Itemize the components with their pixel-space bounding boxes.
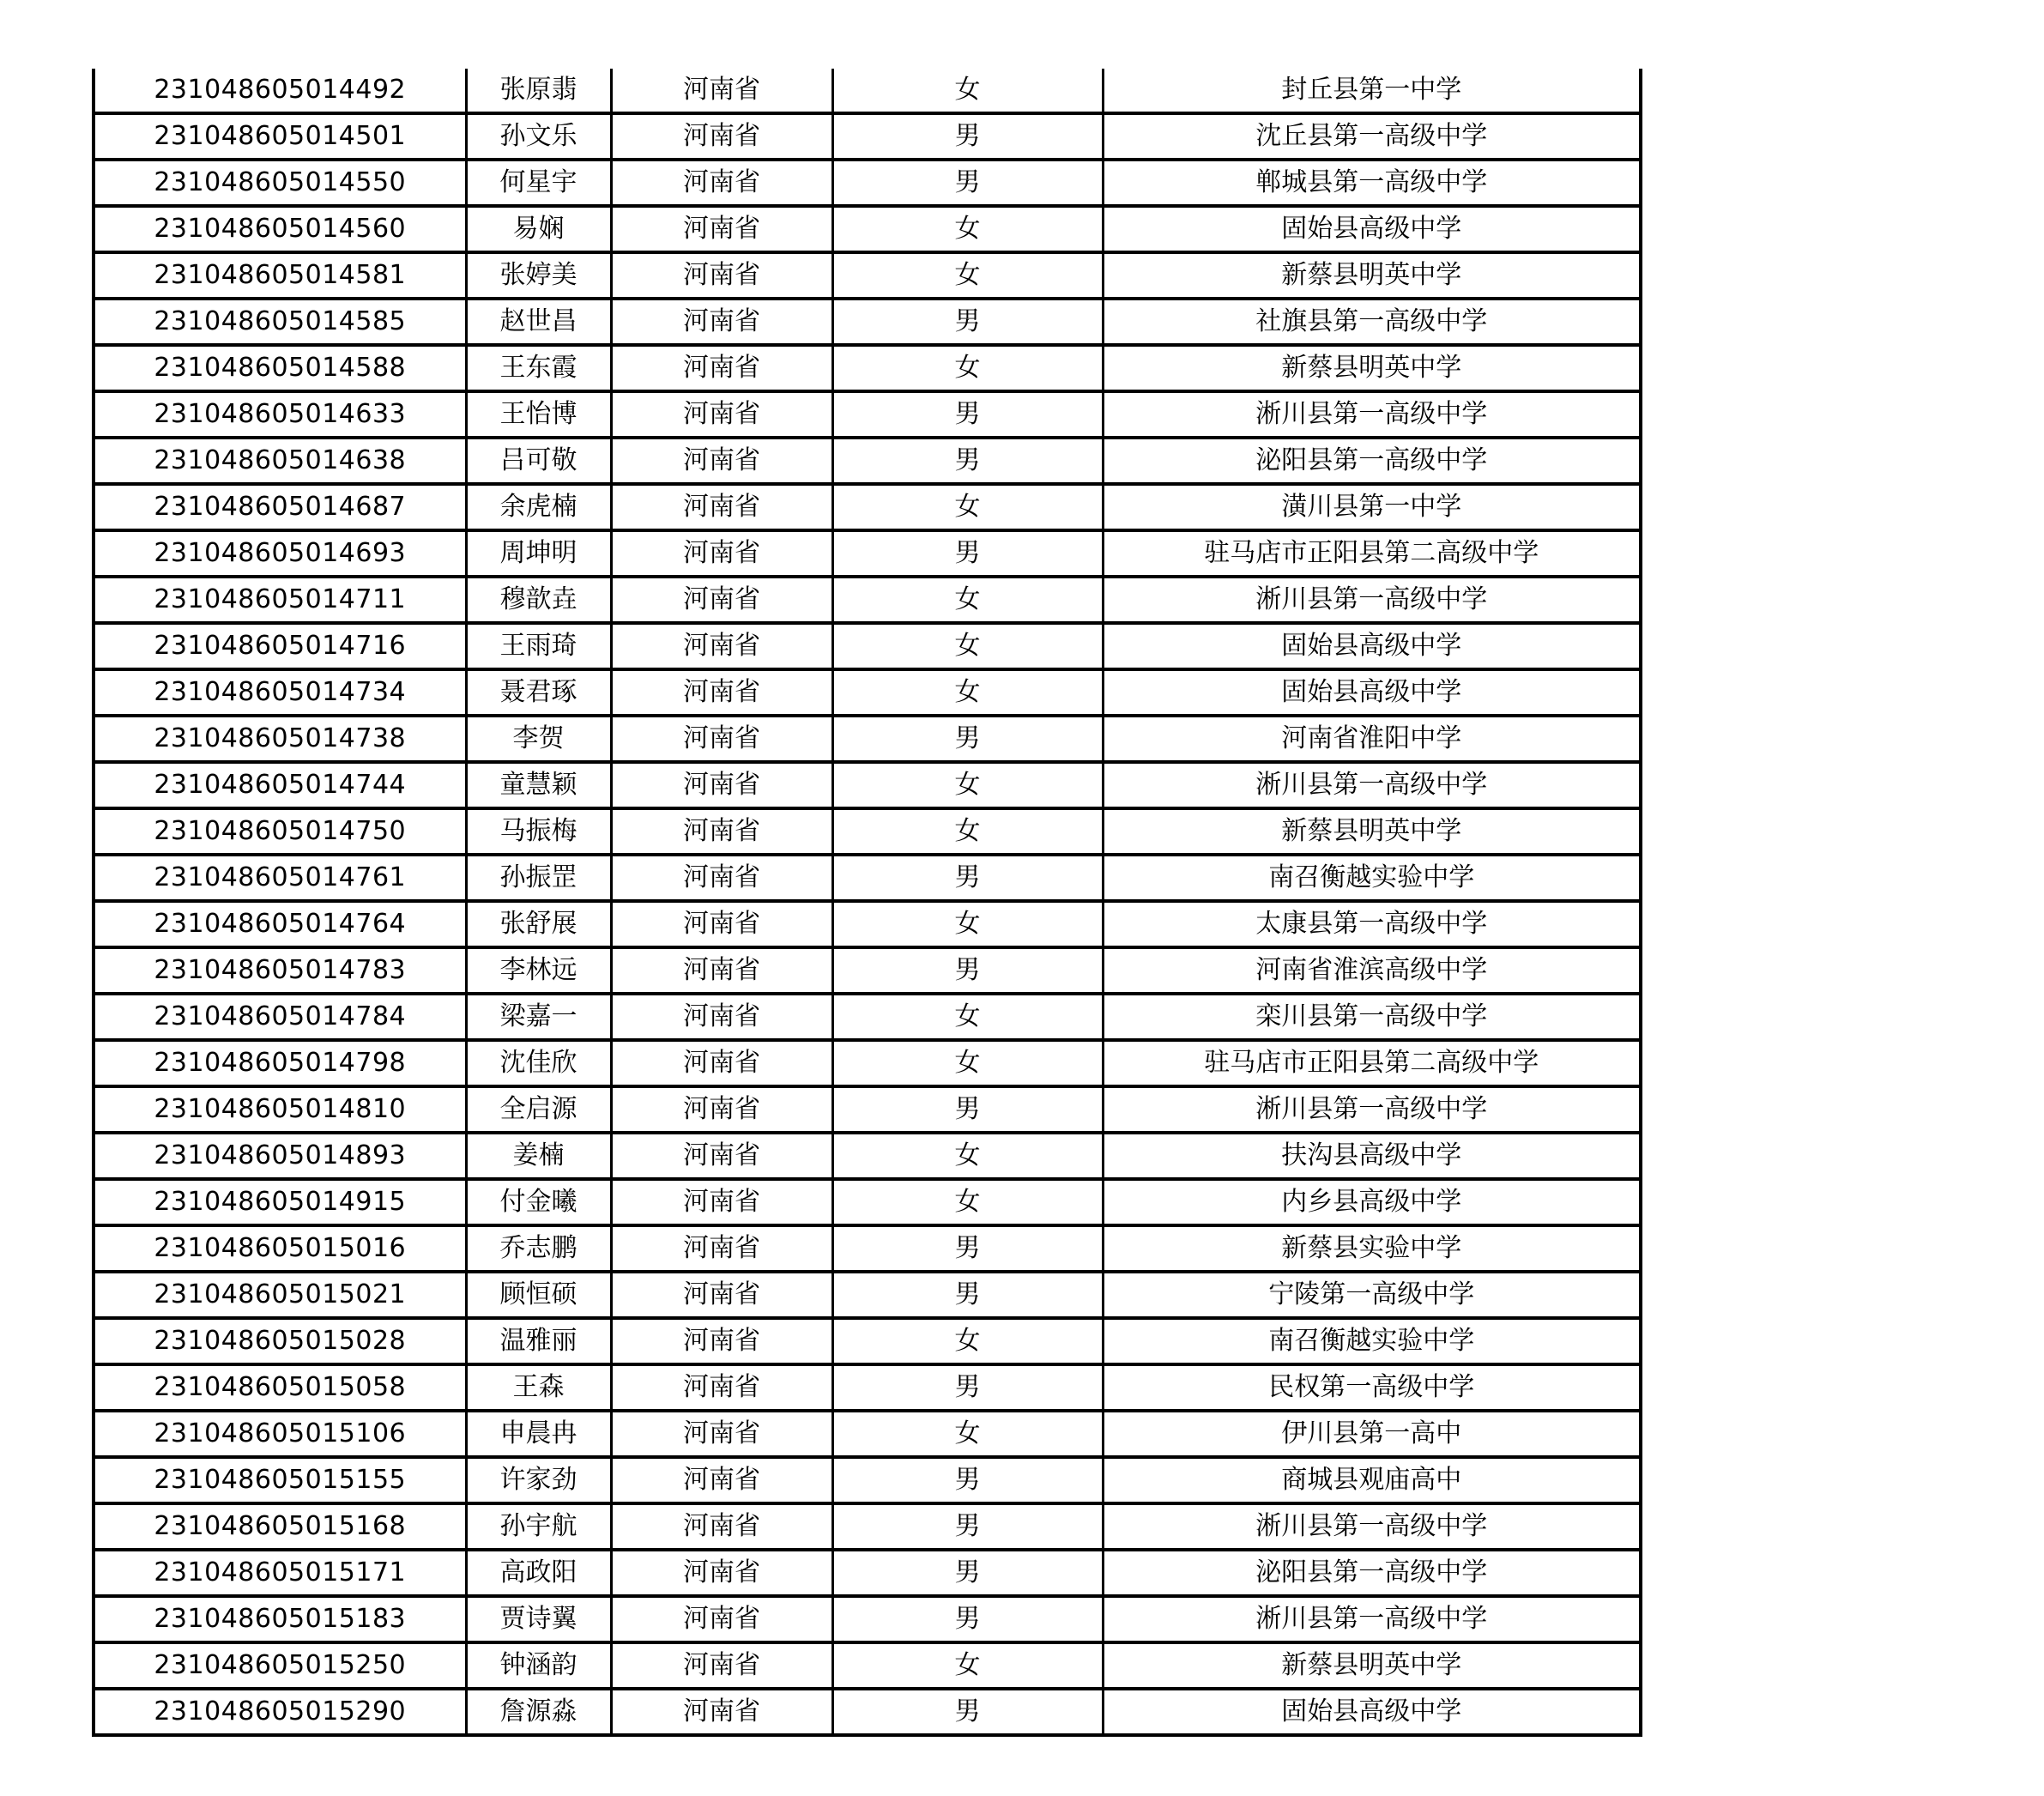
province-cell: 河南省 [611,69,832,113]
candidate-id-cell: 231048605014550 [94,160,466,206]
province-cell: 河南省 [611,1225,832,1272]
candidate-id-cell: 231048605014750 [94,808,466,855]
candidate-id-cell: 231048605014734 [94,669,466,716]
student-name-cell: 张舒展 [466,901,611,947]
candidate-id-cell: 231048605014693 [94,530,466,577]
province-cell: 河南省 [611,113,832,160]
student-name-cell: 王雨琦 [466,623,611,669]
province-cell: 河南省 [611,577,832,623]
gender-cell: 女 [832,577,1103,623]
table-row [94,1272,1641,1318]
student-name-cell: 易娴 [466,206,611,252]
school-cell: 新蔡县明英中学 [1103,1642,1641,1689]
candidate-id-cell: 231048605014738 [94,716,466,762]
student-name-cell: 李贺 [466,716,611,762]
province-cell: 河南省 [611,1272,832,1318]
table-row [94,947,1641,994]
gender-cell: 女 [832,345,1103,391]
table-row [94,762,1641,808]
gender-cell: 女 [832,252,1103,299]
student-name-cell: 赵世昌 [466,299,611,345]
candidate-id-cell: 231048605014501 [94,113,466,160]
school-cell: 驻马店市正阳县第二高级中学 [1103,1040,1641,1086]
school-cell: 泌阳县第一高级中学 [1103,438,1641,484]
school-cell: 固始县高级中学 [1103,669,1641,716]
candidate-id-cell: 231048605015171 [94,1550,466,1596]
school-cell: 南召衡越实验中学 [1103,855,1641,901]
gender-cell: 男 [832,855,1103,901]
table-row [94,669,1641,716]
gender-cell: 男 [832,1272,1103,1318]
school-cell: 伊川县第一高中 [1103,1411,1641,1457]
province-cell: 河南省 [611,1318,832,1364]
gender-cell: 女 [832,762,1103,808]
candidate-id-cell: 231048605015183 [94,1596,466,1642]
school-cell: 新蔡县明英中学 [1103,345,1641,391]
candidate-id-cell: 231048605014687 [94,484,466,530]
table-row [94,855,1641,901]
gender-cell: 女 [832,994,1103,1040]
province-cell: 河南省 [611,160,832,206]
school-cell: 泌阳县第一高级中学 [1103,1550,1641,1596]
province-cell: 河南省 [611,345,832,391]
province-cell: 河南省 [611,808,832,855]
gender-cell: 男 [832,1596,1103,1642]
candidate-id-cell: 231048605014585 [94,299,466,345]
student-name-cell: 詹源淼 [466,1689,611,1735]
school-cell: 河南省淮滨高级中学 [1103,947,1641,994]
province-cell: 河南省 [611,1133,832,1179]
gender-cell: 女 [832,1040,1103,1086]
table-row [94,994,1641,1040]
roster-table [92,69,1642,1737]
student-name-cell: 乔志鹏 [466,1225,611,1272]
province-cell: 河南省 [611,1503,832,1550]
student-name-cell: 王森 [466,1364,611,1411]
student-name-cell: 贾诗翼 [466,1596,611,1642]
province-cell: 河南省 [611,1596,832,1642]
school-cell: 潢川县第一中学 [1103,484,1641,530]
gender-cell: 男 [832,1086,1103,1133]
candidate-id-cell: 231048605014761 [94,855,466,901]
gender-cell: 男 [832,391,1103,438]
student-name-cell: 梁嘉一 [466,994,611,1040]
table-row [94,299,1641,345]
school-cell: 淅川县第一高级中学 [1103,762,1641,808]
province-cell: 河南省 [611,1364,832,1411]
candidate-id-cell: 231048605014798 [94,1040,466,1086]
gender-cell: 女 [832,623,1103,669]
table-row [94,1133,1641,1179]
gender-cell: 女 [832,901,1103,947]
province-cell: 河南省 [611,1550,832,1596]
student-name-cell: 张婷美 [466,252,611,299]
candidate-id-cell: 231048605015028 [94,1318,466,1364]
gender-cell: 女 [832,1179,1103,1225]
student-name-cell: 聂君琢 [466,669,611,716]
gender-cell: 女 [832,1642,1103,1689]
school-cell: 新蔡县实验中学 [1103,1225,1641,1272]
table-row [94,1689,1641,1735]
table-row [94,69,1641,113]
student-name-cell: 申晨冉 [466,1411,611,1457]
candidate-id-cell: 231048605014638 [94,438,466,484]
candidate-id-cell: 231048605015021 [94,1272,466,1318]
gender-cell: 女 [832,1133,1103,1179]
student-name-cell: 沈佳欣 [466,1040,611,1086]
candidate-id-cell: 231048605014560 [94,206,466,252]
table-row [94,623,1641,669]
province-cell: 河南省 [611,716,832,762]
school-cell: 封丘县第一中学 [1103,69,1641,113]
gender-cell: 男 [832,1225,1103,1272]
table-row [94,252,1641,299]
table-row [94,1179,1641,1225]
table-row [94,1318,1641,1364]
table-row [94,1364,1641,1411]
gender-cell: 男 [832,530,1103,577]
table-row [94,160,1641,206]
province-cell: 河南省 [611,438,832,484]
school-cell: 淅川县第一高级中学 [1103,577,1641,623]
student-name-cell: 高政阳 [466,1550,611,1596]
province-cell: 河南省 [611,299,832,345]
table-row [94,577,1641,623]
table-row [94,1411,1641,1457]
gender-cell: 男 [832,716,1103,762]
school-cell: 固始县高级中学 [1103,623,1641,669]
province-cell: 河南省 [611,855,832,901]
student-name-cell: 王东霞 [466,345,611,391]
student-name-cell: 全启源 [466,1086,611,1133]
table-row [94,391,1641,438]
gender-cell: 男 [832,160,1103,206]
gender-cell: 男 [832,947,1103,994]
province-cell: 河南省 [611,994,832,1040]
school-cell: 栾川县第一高级中学 [1103,994,1641,1040]
candidate-id-cell: 231048605014915 [94,1179,466,1225]
candidate-id-cell: 231048605014633 [94,391,466,438]
candidate-id-cell: 231048605014581 [94,252,466,299]
province-cell: 河南省 [611,530,832,577]
table-row [94,901,1641,947]
school-cell: 固始县高级中学 [1103,1689,1641,1735]
student-name-cell: 孙振罡 [466,855,611,901]
gender-cell: 男 [832,1550,1103,1596]
school-cell: 郸城县第一高级中学 [1103,160,1641,206]
province-cell: 河南省 [611,484,832,530]
student-name-cell: 周坤明 [466,530,611,577]
candidate-id-cell: 231048605014588 [94,345,466,391]
student-name-cell: 马振梅 [466,808,611,855]
candidate-id-cell: 231048605014784 [94,994,466,1040]
school-cell: 沈丘县第一高级中学 [1103,113,1641,160]
school-cell: 民权第一高级中学 [1103,1364,1641,1411]
gender-cell: 男 [832,299,1103,345]
student-name-cell: 余虎楠 [466,484,611,530]
school-cell: 固始县高级中学 [1103,206,1641,252]
student-name-cell: 何星宇 [466,160,611,206]
province-cell: 河南省 [611,901,832,947]
school-cell: 新蔡县明英中学 [1103,252,1641,299]
province-cell: 河南省 [611,1086,832,1133]
student-name-cell: 许家劲 [466,1457,611,1503]
school-cell: 社旗县第一高级中学 [1103,299,1641,345]
student-name-cell: 顾恒硕 [466,1272,611,1318]
candidate-id-cell: 231048605014492 [94,69,466,113]
province-cell: 河南省 [611,252,832,299]
school-cell: 扶沟县高级中学 [1103,1133,1641,1179]
table-row [94,1086,1641,1133]
student-name-cell: 李林远 [466,947,611,994]
student-name-cell: 孙宇航 [466,1503,611,1550]
province-cell: 河南省 [611,1179,832,1225]
table-row [94,1225,1641,1272]
table-row [94,1040,1641,1086]
gender-cell: 男 [832,438,1103,484]
school-cell: 淅川县第一高级中学 [1103,391,1641,438]
table-row [94,113,1641,160]
school-cell: 驻马店市正阳县第二高级中学 [1103,530,1641,577]
student-name-cell: 张原翡 [466,69,611,113]
province-cell: 河南省 [611,947,832,994]
gender-cell: 男 [832,1689,1103,1735]
table-row [94,345,1641,391]
table-row [94,206,1641,252]
province-cell: 河南省 [611,1040,832,1086]
gender-cell: 女 [832,69,1103,113]
candidate-id-cell: 231048605015058 [94,1364,466,1411]
candidate-id-cell: 231048605014810 [94,1086,466,1133]
table-row [94,1550,1641,1596]
table-row [94,530,1641,577]
school-cell: 宁陵第一高级中学 [1103,1272,1641,1318]
table-row [94,484,1641,530]
province-cell: 河南省 [611,623,832,669]
candidate-id-cell: 231048605014893 [94,1133,466,1179]
province-cell: 河南省 [611,1689,832,1735]
candidate-id-cell: 231048605015106 [94,1411,466,1457]
table-row [94,808,1641,855]
gender-cell: 女 [832,669,1103,716]
student-name-cell: 钟涵韵 [466,1642,611,1689]
candidate-id-cell: 231048605015155 [94,1457,466,1503]
student-name-cell: 孙文乐 [466,113,611,160]
candidate-id-cell: 231048605015016 [94,1225,466,1272]
gender-cell: 男 [832,1457,1103,1503]
gender-cell: 女 [832,808,1103,855]
province-cell: 河南省 [611,206,832,252]
school-cell: 太康县第一高级中学 [1103,901,1641,947]
table-row [94,716,1641,762]
candidate-id-cell: 231048605014744 [94,762,466,808]
candidate-id-cell: 231048605014711 [94,577,466,623]
gender-cell: 女 [832,1318,1103,1364]
candidate-id-cell: 231048605015168 [94,1503,466,1550]
gender-cell: 女 [832,1411,1103,1457]
gender-cell: 女 [832,484,1103,530]
gender-cell: 男 [832,1503,1103,1550]
table-row [94,1457,1641,1503]
student-name-cell: 吕可敬 [466,438,611,484]
table-row [94,1503,1641,1550]
candidate-id-cell: 231048605015250 [94,1642,466,1689]
gender-cell: 男 [832,1364,1103,1411]
school-cell: 南召衡越实验中学 [1103,1318,1641,1364]
candidate-id-cell: 231048605014764 [94,901,466,947]
candidate-id-cell: 231048605014783 [94,947,466,994]
student-name-cell: 姜楠 [466,1133,611,1179]
table-row [94,1642,1641,1689]
table-row [94,438,1641,484]
student-name-cell: 穆歆垚 [466,577,611,623]
student-name-cell: 王怡博 [466,391,611,438]
school-cell: 河南省淮阳中学 [1103,716,1641,762]
province-cell: 河南省 [611,1642,832,1689]
school-cell: 淅川县第一高级中学 [1103,1086,1641,1133]
province-cell: 河南省 [611,391,832,438]
province-cell: 河南省 [611,762,832,808]
school-cell: 淅川县第一高级中学 [1103,1503,1641,1550]
student-name-cell: 付金曦 [466,1179,611,1225]
province-cell: 河南省 [611,669,832,716]
gender-cell: 男 [832,113,1103,160]
school-cell: 商城县观庙高中 [1103,1457,1641,1503]
candidate-id-cell: 231048605015290 [94,1689,466,1735]
student-name-cell: 童慧颖 [466,762,611,808]
province-cell: 河南省 [611,1411,832,1457]
roster-body [94,69,1641,1735]
school-cell: 淅川县第一高级中学 [1103,1596,1641,1642]
student-name-cell: 温雅丽 [466,1318,611,1364]
candidate-id-cell: 231048605014716 [94,623,466,669]
school-cell: 新蔡县明英中学 [1103,808,1641,855]
province-cell: 河南省 [611,1457,832,1503]
gender-cell: 女 [832,206,1103,252]
school-cell: 内乡县高级中学 [1103,1179,1641,1225]
table-row [94,1596,1641,1642]
